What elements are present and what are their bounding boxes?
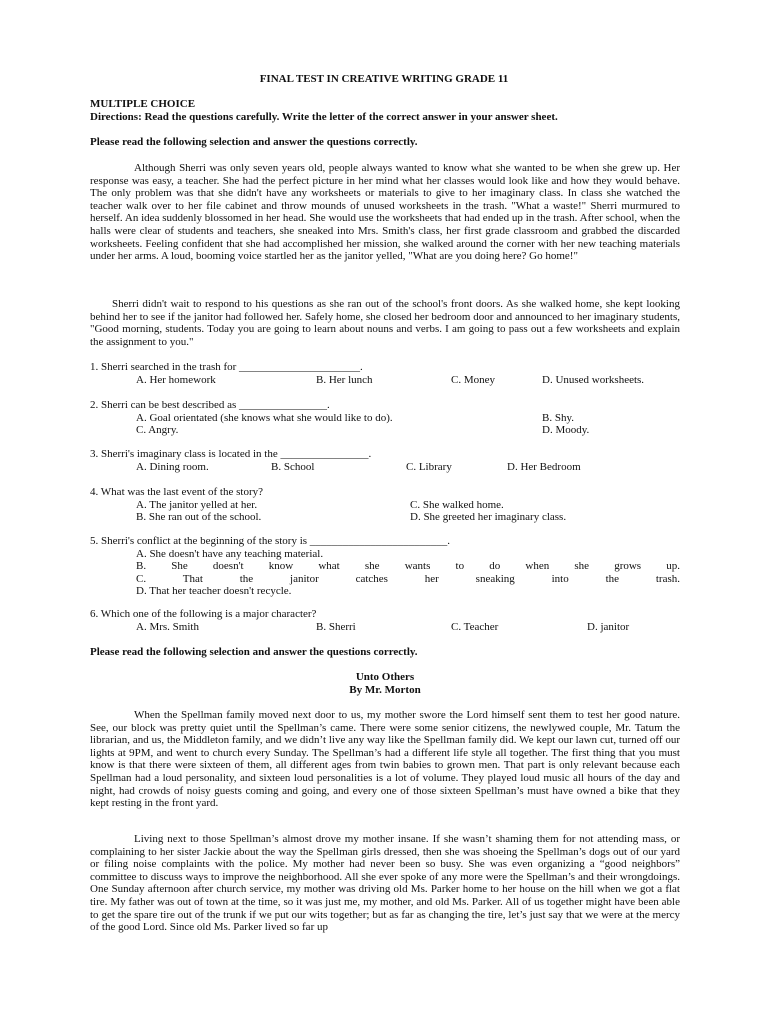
question-options [90,511,680,524]
option-c: C. She walked home. [410,498,504,511]
question-stem: 5. Sherri's conflict at the beginning of the story is _________________________. [90,535,451,547]
passage-1b [90,298,680,348]
question-options [90,424,680,437]
directions: Directions: Read the questions carefully. Write the letter of the correct answer in your answer sheet. [90,111,558,123]
question-options [90,412,680,425]
question-4 [90,486,680,524]
option-b: B. School [271,460,315,473]
instruction-2: Please read the following selection and answer the questions correctly. [90,646,418,658]
question-stem: 4. What was the last event of the story? [90,486,263,498]
question-5 [90,535,680,598]
question-options [90,374,680,387]
section-heading: MULTIPLE CHOICE [90,98,196,110]
question-options [90,548,680,598]
option-a: A. She doesn't have any teaching material. [136,547,324,560]
question-options [90,621,680,634]
story-title: Unto Others [355,671,415,683]
option-b: B. Sherri [316,620,356,633]
story-paragraph-1 [90,709,680,810]
question-stem: 2. Sherri can be best described as ________________. [90,399,330,411]
option-c: C. Money [451,373,495,386]
option-a: A. Dining room. [136,460,209,473]
option-a: A. Mrs. Smith [136,620,199,633]
instruction-1: Please read the following selection and answer the questions correctly. [90,136,418,148]
option-b: B. She doesn't know what she wants to do when she grows up. [136,560,680,573]
passage-1 [90,162,680,263]
option-d: D. Moody. [542,424,590,437]
question-stem: 3. Sherri's imaginary class is located in the ________________. [90,448,372,460]
question-2 [90,399,680,437]
question-options [90,461,680,474]
question-1 [90,361,680,386]
option-d: D. Unused worksheets. [542,373,645,386]
option-b: B. Her lunch [316,373,373,386]
option-d: D. Her Bedroom [507,460,581,473]
question-stem: 6. Which one of the following is a major character? [90,608,317,620]
passage-1-paragraph: Although Sherri was only seven years old, people always wanted to know what she wanted to be when she grew up. Her response was easy, a teacher. She had the perfect picture in her mind what her classes would look like and how they would behave. The only problem was that she didn't have any worksheets or materials to give to her imaginary class. In class she watched the teacher walk over to her file cabinet and throw mounds of unused worksheets in the trash. "What a waste!" Sherri murmured to herself. An idea suddenly blossomed in her head. She would use the worksheets that had ended up in the trash. After school, when the halls were clear of students and teachers, she sneaked into Mrs. Smith's class, her first grade classroom and grabbed the discarded worksheets. Feeling confident that she had accomplished her mission, she walked around the corner with her new teaching materials under her arms. A loud, booming voice startled her as the janitor yelled, "What are you doing here? Go home!" [90,162,680,263]
question-options [90,499,680,512]
story-paragraph: Living next to those Spellman’s almost drove my mother insane. If she wasn’t shaming them for not attending mass, or complaining to her sister Jackie about the way the Spellman girls dressed, then she was shoeing the Spellman’s dogs out of our yard or filing noise complaints with the police. My mother had never been so busy. She was even organizing a “good neighbors” committee to discuss ways to improve the neighborhood. All she ever spoke of any more were the Spellman’s and their wrongdoings. One Sunday afternoon after church service, my mother was driving old Ms. Parker home to her house on the hill when we got a flat tire. My father was out of town at the time, so it was just me, my mother, and old Ms. Parker. All of us together might have been able to get the spare tire out of the trunk if we put our wits together; but as far as changing the tire, let’s just say that we were at the mercy of the good Lord. Since old Ms. Parker lived so far up [90,833,680,934]
option-c: C. Teacher [451,620,499,633]
story-author: By Mr. Morton [349,684,421,696]
question-3 [90,448,680,473]
option-d: D. That her teacher doesn't recycle. [136,585,292,598]
story-paragraph-2 [90,833,680,934]
option-b: B. Shy. [542,411,574,424]
story-paragraph: When the Spellman family moved next door to us, my mother swore the Lord himself sent them to test her good nature. See, our block was pretty quiet until the Spellman’s came. There were some senior citizens, the newlywed couple, Mr. Tatum the librarian, and us, the Middleton family, and we didn’t live any way like the Spellman family did. We kept our lawn cut, turned off our lights at 9PM, and went to church every Sunday. The Spellman’s had a different life style all together. The first thing that you must know is that there were sixteen of them, all different ages from twin babies to grown men. That part is only relevant because each Spellman had a loud personality, and sixteen loud personalities is a lot of volume. They played loud music all hours of the day and night, had crowds of noisy guests coming and going, and every one of those sixteen Spellman’s must have owned a bike that they kept resting in the front yard. [90,709,680,810]
question-stem: 1. Sherri searched in the trash for ______________________. [90,361,363,373]
passage-1-paragraph: Sherri didn't wait to respond to his questions as she ran out of the school's front doors. As she walked home, she kept looking behind her to see if the janitor had followed her. Safely home, she closed her bedroom door and announced to her imaginary students, "Good morning, students. Today you are going to learn about nouns and verbs. I am going to pass out a few worksheets and explain the assignment to you." [90,298,680,348]
page-title: FINAL TEST IN CREATIVE WRITING GRADE 11 [259,73,509,85]
option-a: A. The janitor yelled at her. [136,498,258,511]
option-d: D. She greeted her imaginary class. [410,511,567,524]
option-c: C. Library [406,460,452,473]
option-d: D. janitor [587,620,630,633]
option-a: A. Goal orientated (she knows what she would like to do). [136,411,393,424]
option-b: B. She ran out of the school. [136,511,262,524]
option-c: C. Angry. [136,424,179,437]
option-a: A. Her homework [136,373,216,386]
option-c: C. That the janitor catches her sneaking into the trash. [136,572,680,585]
question-6 [90,608,680,633]
